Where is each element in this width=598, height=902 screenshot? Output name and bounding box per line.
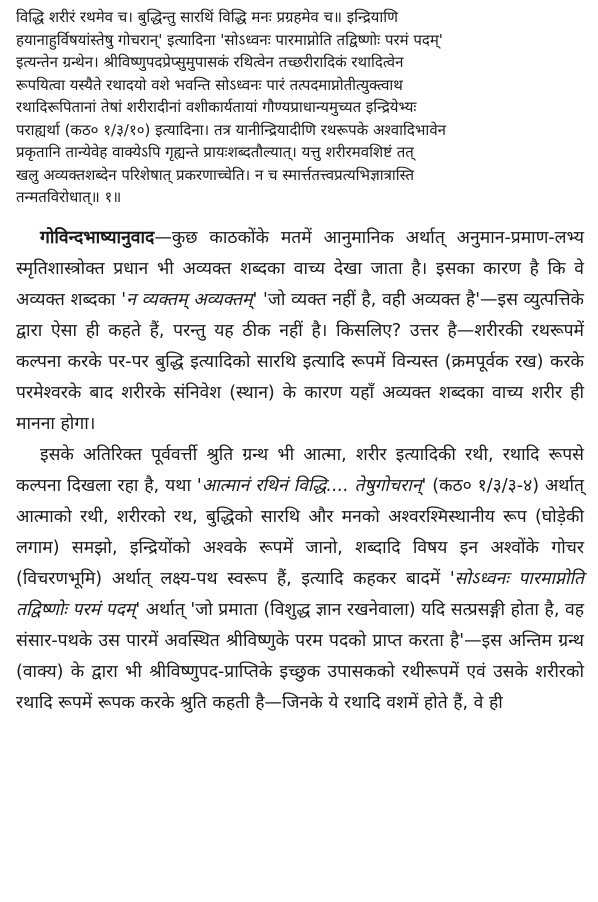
sanskrit-line: हयानाहुर्विषयांस्तेषु गोचरान्' इत्यादिना 'सोऽध्वनः पारमाप्नोति तद्विष्णोः परमं पदम्' (16, 30, 443, 49)
translation-heading: गोविन्दभाष्यानुवाद (40, 227, 155, 248)
text-run: देखा जाता है। इसका कारण है कि वे अव्यक्त शब्दका (16, 258, 584, 310)
quoted-phrase: 'आत्मानं रथिनं विद्धि.... तेषुगोचरान्' (196, 475, 427, 496)
sanskrit-line: प्रकृतानि तान्येवेह वाक्येऽपि गृह्यन्ते प्रायःशब्दतौल्यात्। यत्तु शरीरमवशिष्टं तत् (16, 143, 414, 161)
text-run: 'जो व्यक्त नहीं है, वही अव्यक्त है'—इस व्युत्पत्तिके द्वारा (16, 289, 584, 341)
text-run: अर्थात् 'जो प्रमाता (विशुद्ध ज्ञान रखनेवाला) यदि सत्प्रसङ्गी होता है, वह संसार-पथके उस पारमें अवस्थित श्रीविष्णुके परम पदको प्राप्त करता है'—इस अन्तिम ग्रन्थ (वाक्य) के द्वारा भी श्रीविष्णुपद-प्राप्तिके इच्छुक उपासकको रथीरूपमें एवं उसके शरीरको रथादि रूपमें रूपक करके श्रुति कहती है—जिनके ये रथादि वशमें होते हैं, वे ही (16, 599, 585, 713)
quoted-phrase: 'सोऽध्वनः पारमाप्नोति तद्विष्णोः परमं पदम्' (16, 568, 584, 620)
text-run: (कठ० १/३/३-४) अर्थात् आत्माको रथी, शरीरको रथ, बुद्धिको सारथि और मनको अश्वरश्मिस्थानीय रूप (घोड़ेकी लगाम) समझो, इन्द्रियोंको अश्वके रूपमें जानो, शब्दादि विषय इन अश्वोंके गोचर (विचरणभूमि) अर्थात् लक्ष्य-पथ स्वरूप हैं, इत्यादि कहकर बादमें (16, 475, 584, 589)
text-run: शरीरके संनिवेश (स्थान) के कारण यहाँ अव्यक्त शब्दका वाच्य (121, 382, 524, 403)
translation-paragraph-2 (16, 440, 584, 719)
sanskrit-line: इत्यन्तेन ग्रन्थेन। श्रीविष्णुपदप्रेप्सुमुपासकं रथित्वेन तच्छरीरादिकं रथादित्वेन (16, 53, 404, 71)
sanskrit-line: पराह्यर्था (कठ० १/३/१०) इत्यादिना। तत्र यानीन्द्रियादीणि रथरूपके अश्वादिभावेन (16, 120, 446, 139)
sanskrit-line: तन्मतविरोधात्॥ १॥ (16, 188, 122, 206)
translation-paragraph-1 (16, 223, 584, 440)
sanskrit-line: रथादिरूपितानां तेषां शरीरादीनां वशीकार्यतायां गौण्यप्राधान्यमुच्यत इन्द्रियेभ्यः (16, 98, 417, 116)
sanskrit-line: रूपयित्वा यस्यैते रथादयो वशे भवन्ति सोऽध्वनः पारं तत्पदमाप्नोतीत्युक्त्वाथ (16, 75, 403, 94)
text-run: इसके अतिरिक्त पूर्ववर्त्ती श्रुति ग्रन्थ भी आत्मा, शरीर इत्यादिकी रथी, रथादि रूपसे कल्पना दिखला रहा है, यथा (16, 444, 584, 496)
hindi-translation (16, 223, 584, 719)
text-run: —कुछ काठकोंके मतमें आनुमानिक अर्थात् (154, 227, 445, 248)
text-run: है—शरीरकी रथरूपमें कल्पना करके पर-पर बुद्धि इत्यादिको सारथि (16, 320, 584, 372)
sanskrit-commentary (16, 6, 584, 209)
quoted-phrase: 'न व्यक्तम् (121, 289, 188, 310)
text-run: अनुमान-प्रमाण-लभ्य स्मृतिशास्त्रोक्त प्रधान भी अव्यक्त शब्दका वाच्य (16, 227, 584, 279)
text-run: इत्यादि रूपमें विन्यस्त (क्रमपूर्वक रख) करके परमेश्वरके बाद (16, 351, 584, 403)
sanskrit-line: खलु अव्यक्तशब्देन परिशेषात् प्रकरणाच्चेति। न च स्मार्त्ततत्त्वप्रत्यभिज्ञात्रास्ति (16, 165, 415, 184)
quoted-phrase: अव्यक्तम्' (193, 289, 258, 310)
text-run: शरीर ही मानना होगा। (16, 382, 584, 434)
document-page (16, 6, 584, 719)
text-run: ऐसा ही कहते हैं, परन्तु यह ठीक नहीं है। किसलिए? उत्तर (50, 320, 439, 341)
sanskrit-line: विद्धि शरीरं रथमेव च। बुद्धिन्तु सारथिं विद्धि मनः प्रग्रहमेव च॥ इन्द्रियाणि (16, 8, 398, 26)
